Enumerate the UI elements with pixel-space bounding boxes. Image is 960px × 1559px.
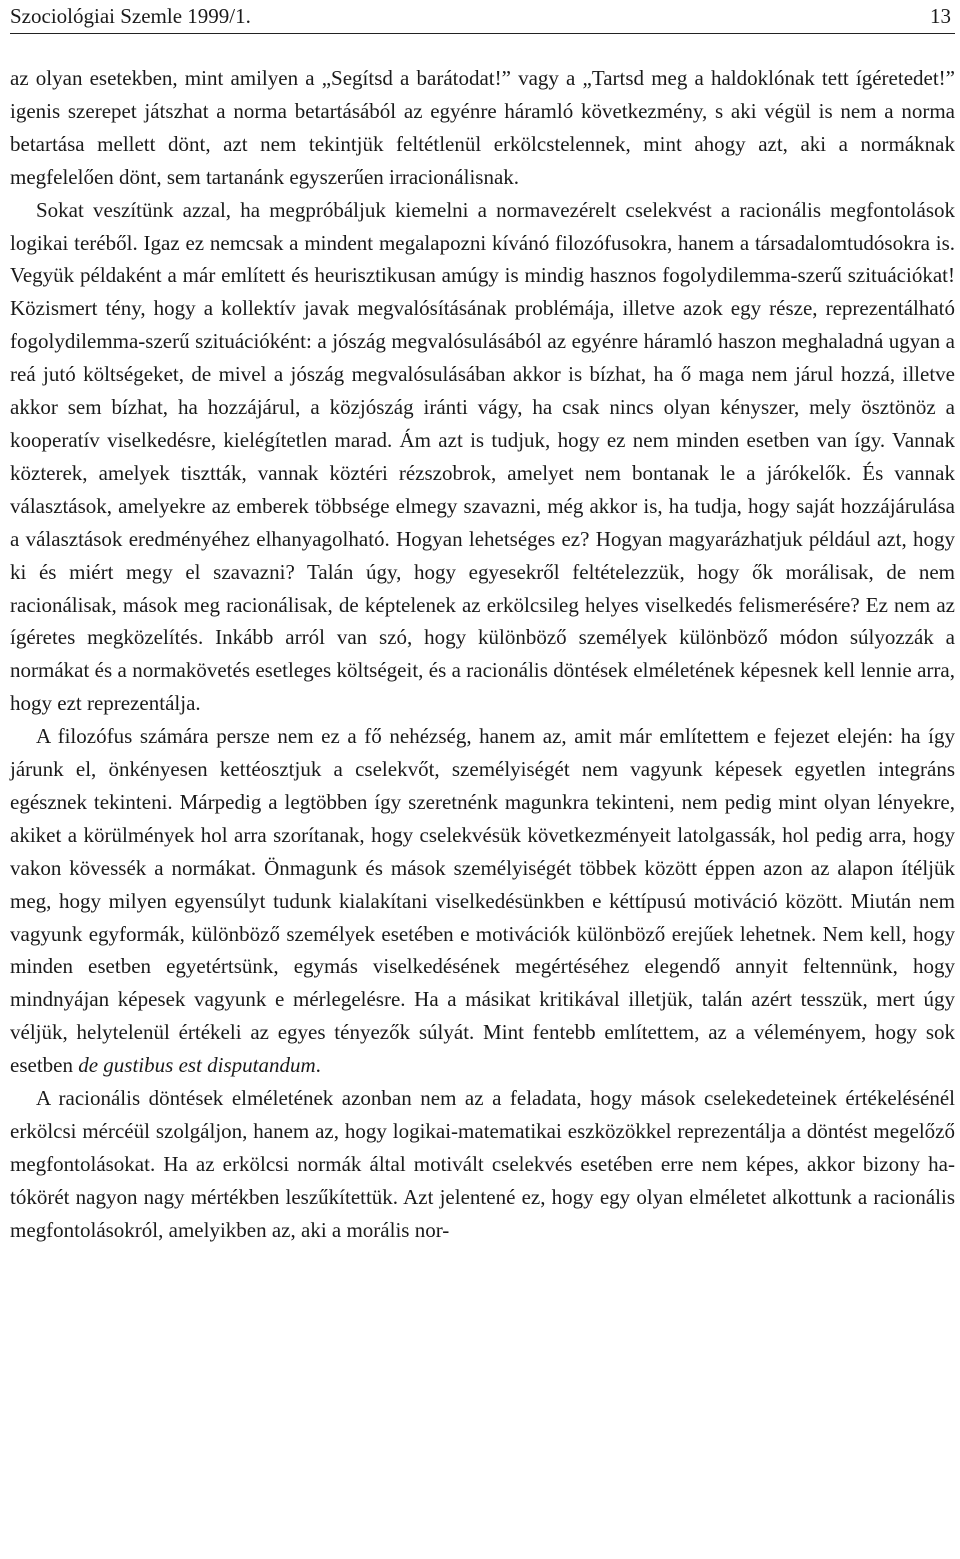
running-header	[10, 0, 955, 34]
document-page	[10, 0, 955, 1247]
body-text	[10, 62, 955, 1247]
page-number: 13	[930, 4, 951, 28]
paragraph-2: Sokat veszítünk azzal, ha megpróbáljuk kiemelni a normavezérelt cselekvést a racionális megfontolások logikai teréből. Igaz ez nemcsak a mindent megalapozni kívánó filozófusokra, hanem a társadalomtudósokra is. Vegyük példaként a már említett és heurisztikusan amúgy is mindig hasznos fogolydilemma-szerű szituációkat! Közismert tény, hogy a kollektív javak megvalósításának problémája, illetve azok egy része, reprezentálható fogolydilemma-szerű szituációként: a jószág megvalósulásából az egyénre háramló haszon meghaladná ugyan a reá jutó költségeket, de mivel a jószág megvalósulásában akkor is bízhat, ha ő maga nem járul hozzá, illetve akkor sem bízhat, ha hozzájárul, a közjószág iránti vágy, ha csak nincs olyan kényszer, mely ösztönöz a kooperatív viselkedésre, kielégítetlen marad. Ám azt is tudjuk, hogy ez nem minden esetben van így. Vannak közterek, amelyek tisztták, vannak köztéri rézszobrok, amelyet nem bontanak le a járókelők. És vannak választások, amelyekre az emberek többsége elmegy szavazni, még akkor is, ha tudja, hogy saját hozzájárulása a választások eredményéhez elhanyagolható. Hogyan lehetséges ez? Hogyan magyarázhatjuk például azt, hogy ki és miért megy el szavazni? Talán úgy, hogy egyesekről feltételezzük, hogy ők morálisak, de nem racionálisak, mások meg racionálisak, de képtelenek az erkölcsileg helyes viselkedés felismerésére? Ez nem az ígéretes megközelítés. Inkább arról van szó, hogy különböző személyek különböző módon súlyozzák a normákat és a normakövetés esetleges költségeit, és a racionális döntések elméletének képesnek kell lennie arra, hogy ezt reprezentálja.	[10, 197, 955, 716]
paragraph-3-end: .	[315, 1053, 321, 1078]
journal-title: Szociológiai Szemle 1999/1.	[10, 4, 251, 28]
paragraph-4: A racionális döntések elméletének azonban nem az a feladata, hogy mások cselekedeteinek értékelésénél erkölcsi mércéül szolgáljon, hanem az, hogy logikai-matematikai eszközökkel reprezentálja a döntést megelőző megfontolásokat. Ha az erkölcsi normák által motivált cselekvés esetében erre nem képes, akkor bizony hatókörét nagyon nagy mértékben leszűkítettük. Azt jelentené ez, hogy egy olyan elméletet alkottunk a racionális megfontolásokról, amelyikben az, aki a morális nor-	[10, 1086, 955, 1242]
paragraph-1: az olyan esetekben, mint amilyen a „Segítsd a barátodat!” vagy a „Tartsd meg a haldoklónak tett ígéretedet!” igenis szerepet játszhat a norma betartásából az egyénre háramló következmény, s aki végül is nem a norma betartása mellett dönt, azt nem tekintjük feltétlenül erkölcstelennek, mint ahogy azt, aki a normáknak megfelelően dönt, sem tartanánk egyszerűen irracionálisnak.	[10, 66, 955, 189]
paragraph-3	[10, 720, 955, 1082]
paragraph-3-text: A filozófus számára persze nem ez a fő nehézség, hanem az, amit már említettem e fejezet elején: ha így járunk el, önkényesen kettéosztjuk a cselekvőt, személyiségét nem vagyunk képesek egyetlen integráns egésznek tekinteni. Márpedig a legtöbben így szeretnénk magunkra tekinteni, nem pedig mint olyan lényekre, akiket a körülmények hol arra szorítanak, hogy cselekvésük következményeit latolgassák, hol pedig arra, hogy vakon kövessék a normákat. Önmagunk és mások személyiségét többek között éppen azon az alapon ítéljük meg, hogy milyen egyensúlyt tudunk kialakítani viselkedésünkben e kéttípusú motiváció között. Miután nem vagyunk egyformák, különböző személyek esetében e motivációk különböző erejűek lehetnek. Nem kell, hogy minden esetben egyetértsünk, egymás viselkedésének megértéséhez elegendő annyit feltennünk, hogy mindnyájan képesek vagyunk e mérlegelésre. Ha a másikat kritikával illetjük, talán azért tesszük, mert úgy véljük, helytelenül értékeli az egyes tényezők súlyát. Mint fentebb említettem, az a véleményem, hogy sok esetben	[10, 724, 955, 1078]
latin-phrase: de gustibus est disputandum	[78, 1053, 316, 1078]
